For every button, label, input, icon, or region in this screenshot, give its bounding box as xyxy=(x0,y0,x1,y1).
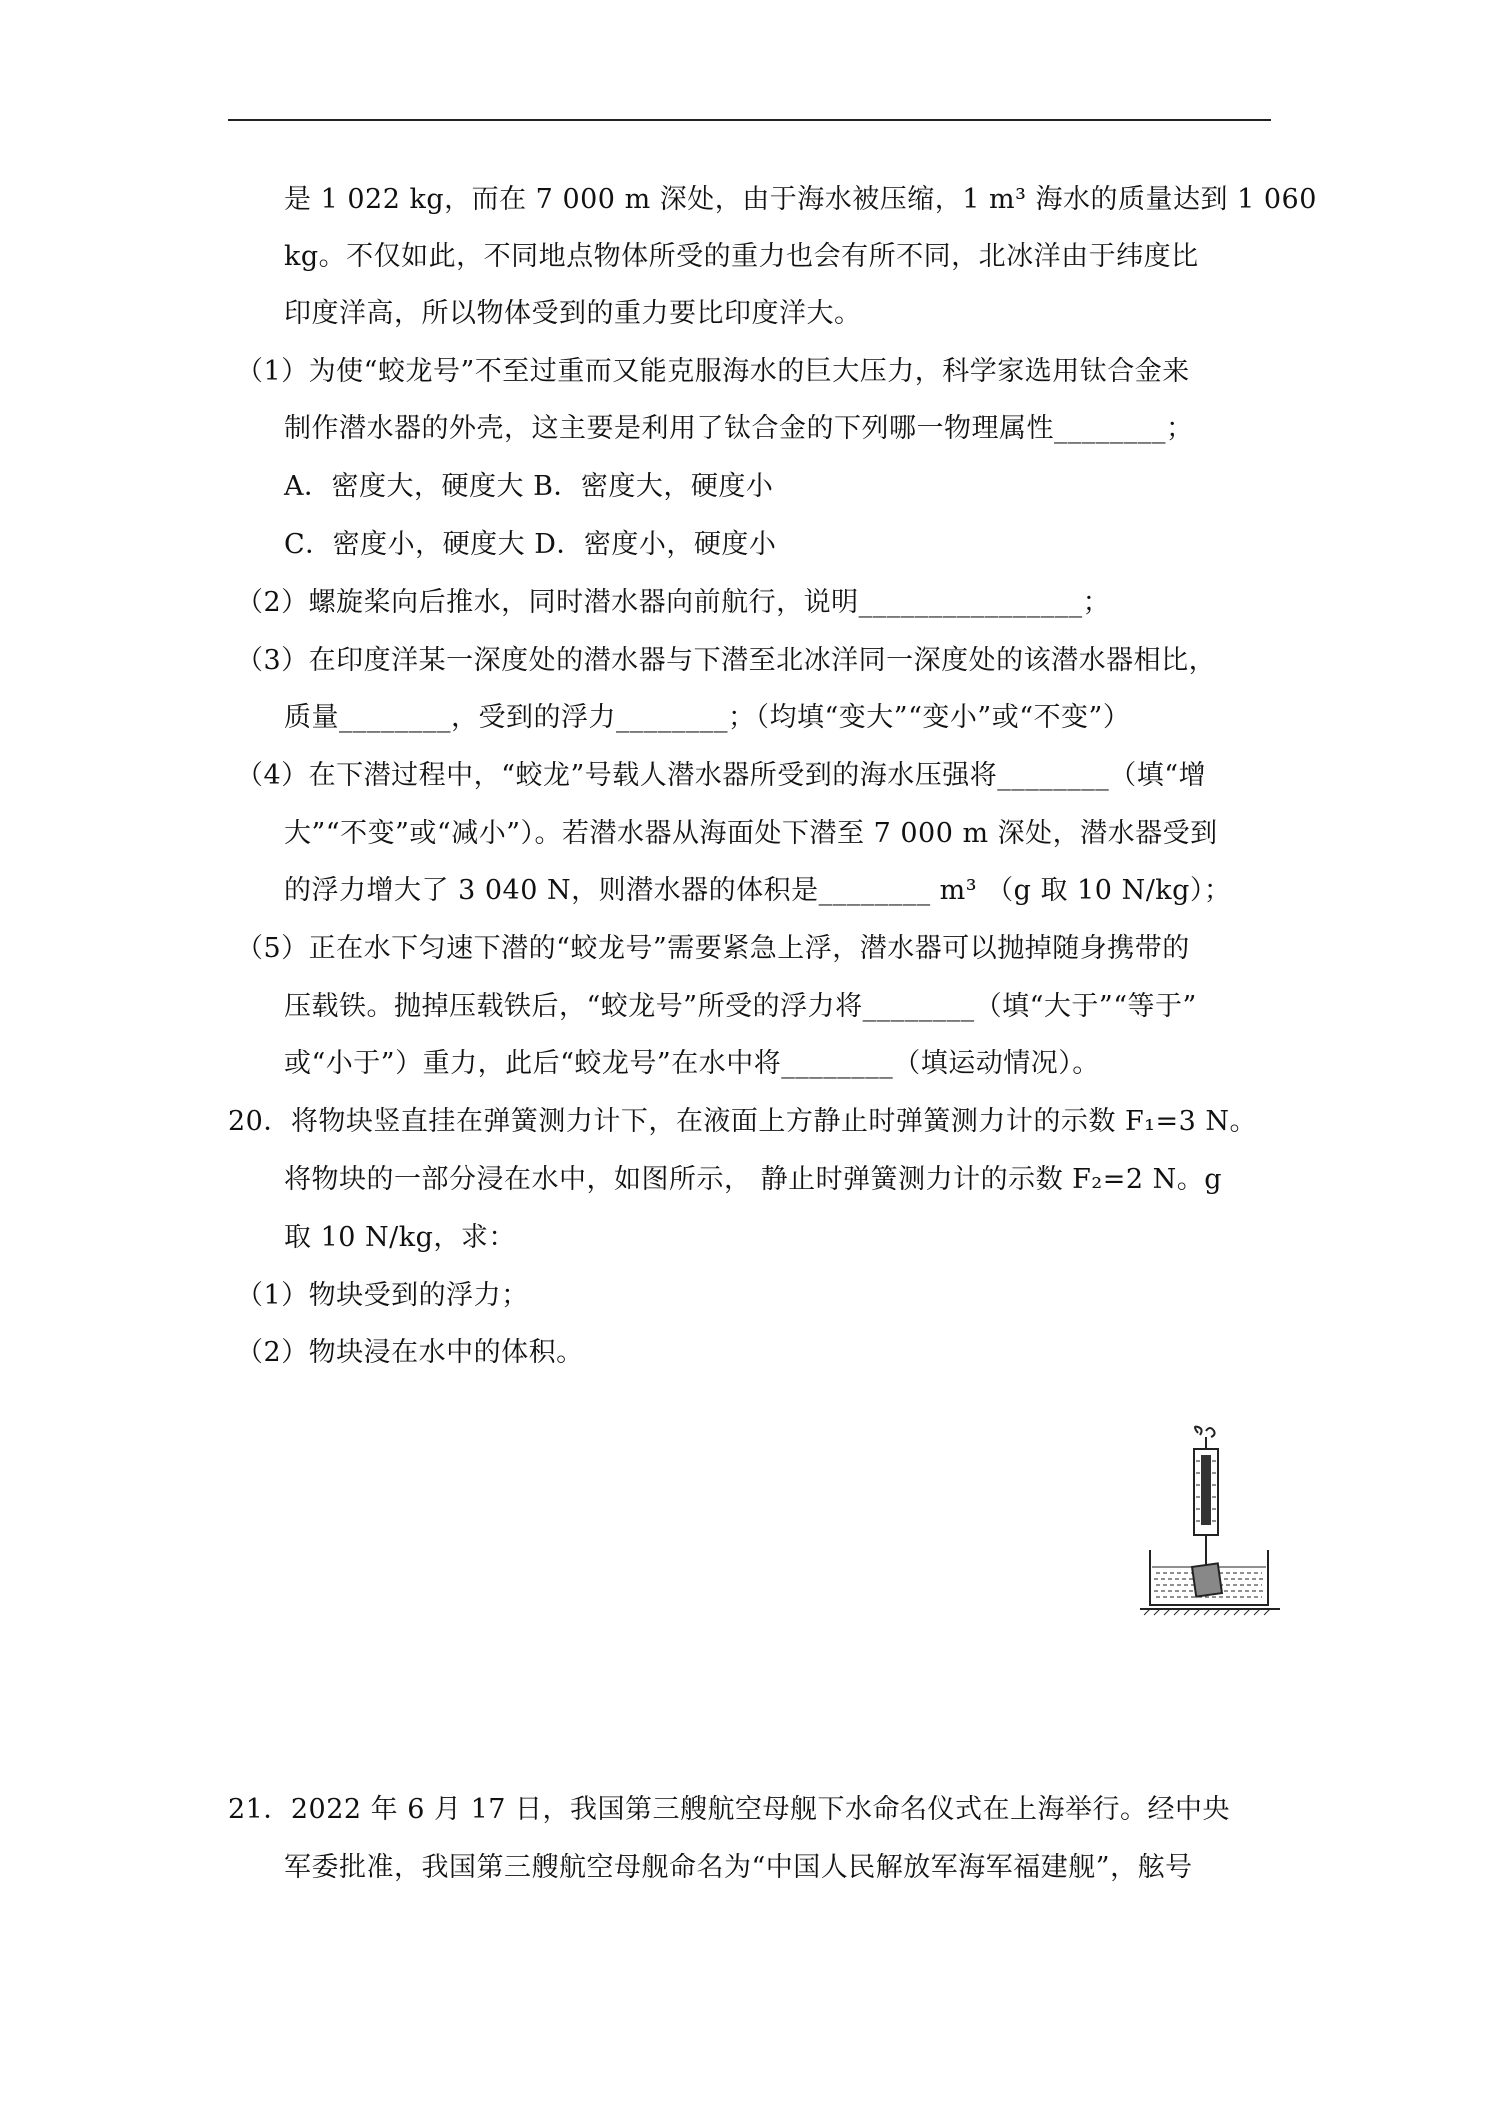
q19-part4-line1: （4）在下潜过程中，“蛟龙”号载人潜水器所受到的海水压强将________（填“增 xyxy=(236,760,1207,791)
q20-sub2: （2）物块浸在水中的体积。 xyxy=(236,1337,584,1368)
q19-part2: （2）螺旋桨向后推水，同时潜水器向前航行，说明________________； xyxy=(236,587,1111,618)
q19-part4-line3: 的浮力增大了 3 040 N，则潜水器的体积是________ m³ （g 取 10 N/kg）； xyxy=(284,875,1232,906)
q20-line2: 将物块的一部分浸在水中，如图所示， 静止时弹簧测力计的示数 F₂=2 N。g xyxy=(284,1164,1223,1195)
q19-options-cd: C．密度小，硬度大 D．密度小，硬度小 xyxy=(284,529,777,560)
q20-line3: 取 10 N/kg，求： xyxy=(284,1222,516,1253)
q19-part5-line3: 或“小于”）重力，此后“蛟龙号”在水中将________（填运动情况）。 xyxy=(284,1048,1100,1079)
q19-part4-line2: 大”“不变”或“减小”）。若潜水器从海面处下潜至 7 000 m 深处，潜水器受到 xyxy=(284,818,1218,849)
header-rule xyxy=(228,119,1271,121)
q19-options-ab: A．密度大，硬度大 B．密度大，硬度小 xyxy=(284,471,774,502)
passage-line-2: kg。不仅如此，不同地点物体所受的重力也会有所不同，北冰洋由于纬度比 xyxy=(284,241,1199,272)
q19-part1-line1: （1）为使“蛟龙号”不至过重而又能克服海水的巨大压力，科学家选用钛合金来 xyxy=(236,356,1190,387)
spring-scale-figure xyxy=(1140,1425,1280,1625)
block xyxy=(1192,1563,1222,1596)
q20-sub1: （1）物块受到的浮力； xyxy=(236,1280,529,1311)
spring-scale-spring xyxy=(1201,1455,1211,1525)
q20-line1: 20．将物块竖直挂在弹簧测力计下，在液面上方静止时弹簧测力计的示数 F₁=3 N。 xyxy=(228,1106,1258,1137)
q19-part1-line2: 制作潜水器的外壳，这主要是利用了钛合金的下列哪一物理属性________； xyxy=(284,413,1194,444)
q19-part5-line1: （5）正在水下匀速下潜的“蛟龙号”需要紧急上浮，潜水器可以抛掉随身携带的 xyxy=(236,933,1190,964)
q21-line2: 军委批准，我国第三艘航空母舰命名为“中国人民解放军海军福建舰”，舷号 xyxy=(284,1852,1193,1883)
q19-part5-line2: 压载铁。抛掉压载铁后，“蛟龙号”所受的浮力将________（填“大于”“等于” xyxy=(284,991,1197,1022)
q19-part3-line2: 质量________，受到的浮力________；（均填“变大”“变小”或“不变”） xyxy=(284,702,1131,733)
passage-line-1: 是 1 022 kg，而在 7 000 m 深处，由于海水被压缩，1 m³ 海水的质量达到 1 060 xyxy=(284,184,1317,215)
q19-part3-line1: （3）在印度洋某一深度处的潜水器与下潜至北冰洋同一深度处的该潜水器相比， xyxy=(236,645,1217,676)
q21-line1: 21．2022 年 6 月 17 日，我国第三艘航空母舰下水命名仪式在上海举行。经中央 xyxy=(228,1794,1231,1825)
passage-line-3: 印度洋高，所以物体受到的重力要比印度洋大。 xyxy=(284,298,862,329)
top-hook-icon xyxy=(1195,1427,1202,1435)
